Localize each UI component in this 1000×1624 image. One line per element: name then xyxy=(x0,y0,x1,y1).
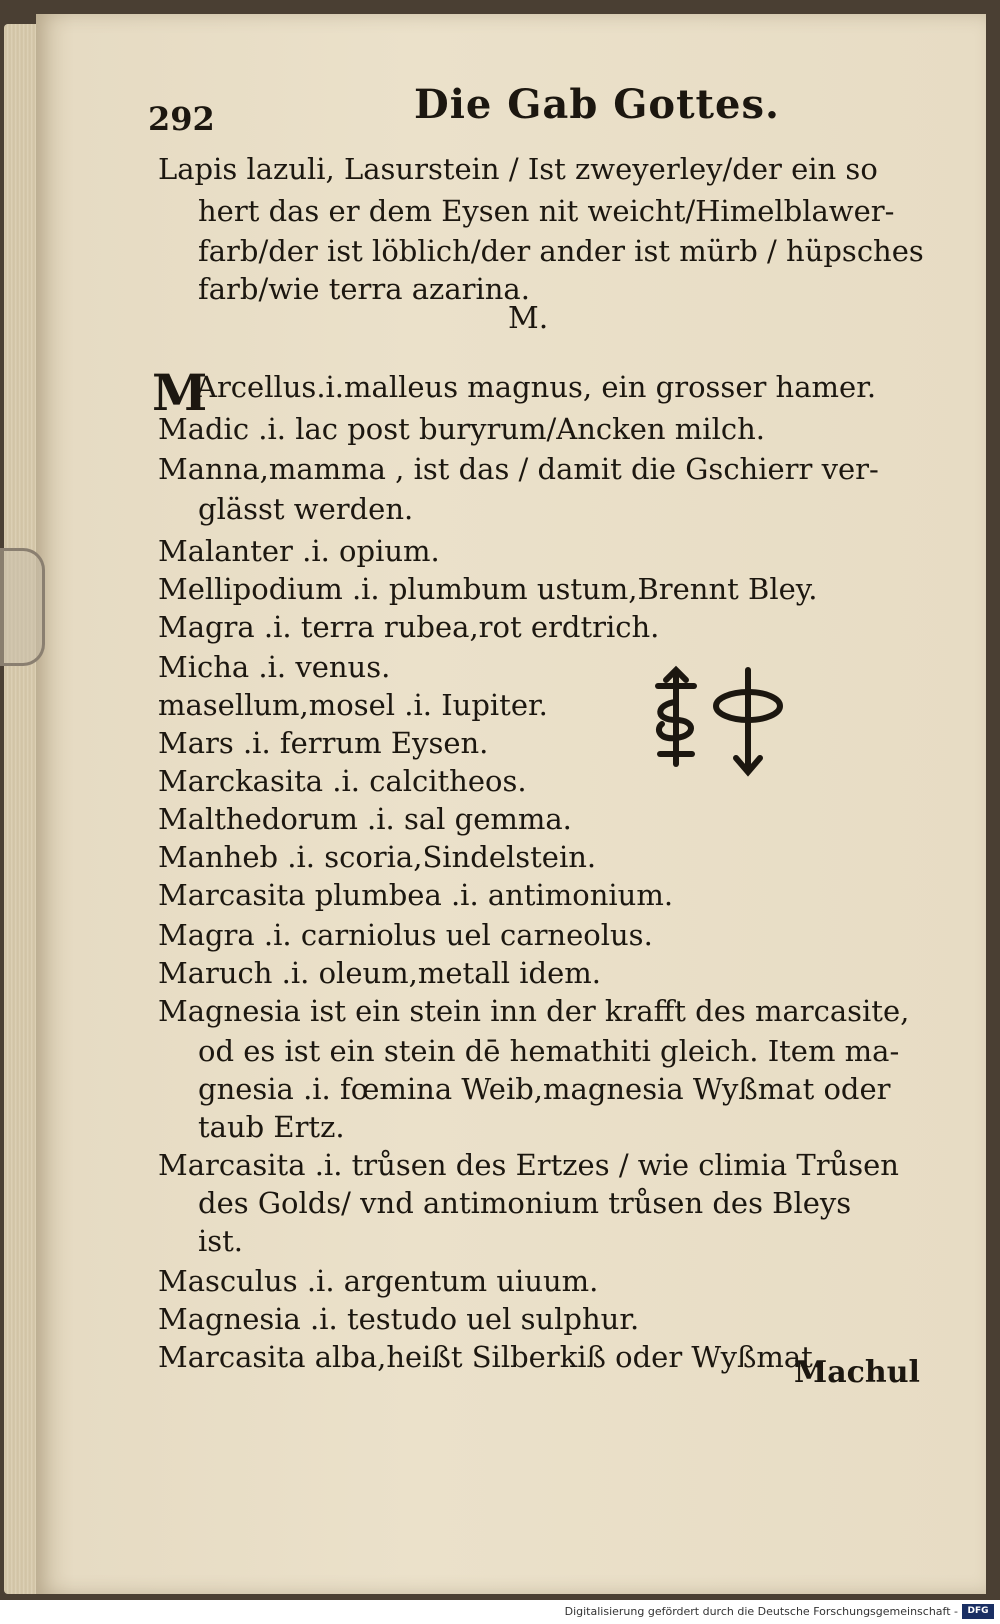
text-line: des Golds/ vnd antimonium trůsen des Bleys xyxy=(198,1186,852,1220)
digitization-credit: Digitalisierung gefördert durch die Deutsche Forschungsgemeinschaft - xyxy=(564,1605,958,1618)
text-line: Madic .i. lac post buryrum/Ancken milch. xyxy=(158,412,765,446)
text-line: Arcellus.i.malleus magnus, ein grosser hamer. xyxy=(196,370,877,404)
text-line: gnesia .i. fœmina Weib,magnesia Wyßmat oder xyxy=(198,1072,891,1106)
text-line: Lapis lazuli, Lasurstein / Ist zweyerley/der ein so xyxy=(158,152,878,186)
catchword: Machul xyxy=(794,1355,920,1390)
mars-iron-symbol-icon xyxy=(716,670,780,772)
page-number: 292 xyxy=(148,100,215,138)
text-line: Malthedorum .i. sal gemma. xyxy=(158,802,572,836)
dfg-logo: DFG xyxy=(962,1604,994,1619)
text-line: Malanter .i. opium. xyxy=(158,534,440,568)
text-line: Mars .i. ferrum Eysen. xyxy=(158,726,489,760)
text-line: Magnesia .i. testudo uel sulphur. xyxy=(158,1302,640,1336)
text-line: farb/wie terra azarina. xyxy=(198,272,530,306)
text-line: Mellipodium .i. plumbum ustum,Brennt Bley. xyxy=(158,572,818,606)
alchemical-symbols xyxy=(636,664,796,784)
text-line: Marcasita alba,heißt Silberkiß oder Wyßmat. xyxy=(158,1340,822,1374)
text-line: Magra .i. terra rubea,rot erdtrich. xyxy=(158,610,660,644)
book-page xyxy=(36,14,986,1594)
text-line: ist. xyxy=(198,1224,244,1258)
text-line: Maruch .i. oleum,metall idem. xyxy=(158,956,601,990)
text-line: glässt werden. xyxy=(198,492,414,526)
jupiter-tin-symbol-icon xyxy=(658,670,694,764)
text-line: Marcasita plumbea .i. antimonium. xyxy=(158,878,674,912)
text-line: Magnesia ist ein stein inn der krafft des marcasite, xyxy=(158,994,910,1028)
text-line: Manheb .i. scoria,Sindelstein. xyxy=(158,840,597,874)
text-line: Marcasita .i. trůsen des Ertzes / wie climia Trůsen xyxy=(158,1148,899,1182)
text-line: farb/der ist löblich/der ander ist mürb / hüpsches xyxy=(198,234,924,268)
running-head: Die Gab Gottes. xyxy=(414,81,780,128)
drop-initial: M xyxy=(152,363,208,422)
footer-bar xyxy=(0,1600,1000,1624)
section-letter: M. xyxy=(508,301,549,336)
text-line: od es ist ein stein dē hemathiti gleich. Item ma- xyxy=(198,1034,900,1068)
text-line: Micha .i. venus. xyxy=(158,650,391,684)
book-clasp xyxy=(0,548,45,666)
text-line: masellum,mosel .i. Iupiter. xyxy=(158,688,548,722)
text-line: Marckasita .i. calcitheos. xyxy=(158,764,527,798)
text-line: Masculus .i. argentum uiuum. xyxy=(158,1264,599,1298)
text-line: taub Ertz. xyxy=(198,1110,345,1144)
text-line: hert das er dem Eysen nit weicht/Himelblawer- xyxy=(198,194,895,228)
text-line: Manna,mamma , ist das / damit die Gschierr ver- xyxy=(158,452,879,486)
text-line: Magra .i. carniolus uel carneolus. xyxy=(158,918,653,952)
